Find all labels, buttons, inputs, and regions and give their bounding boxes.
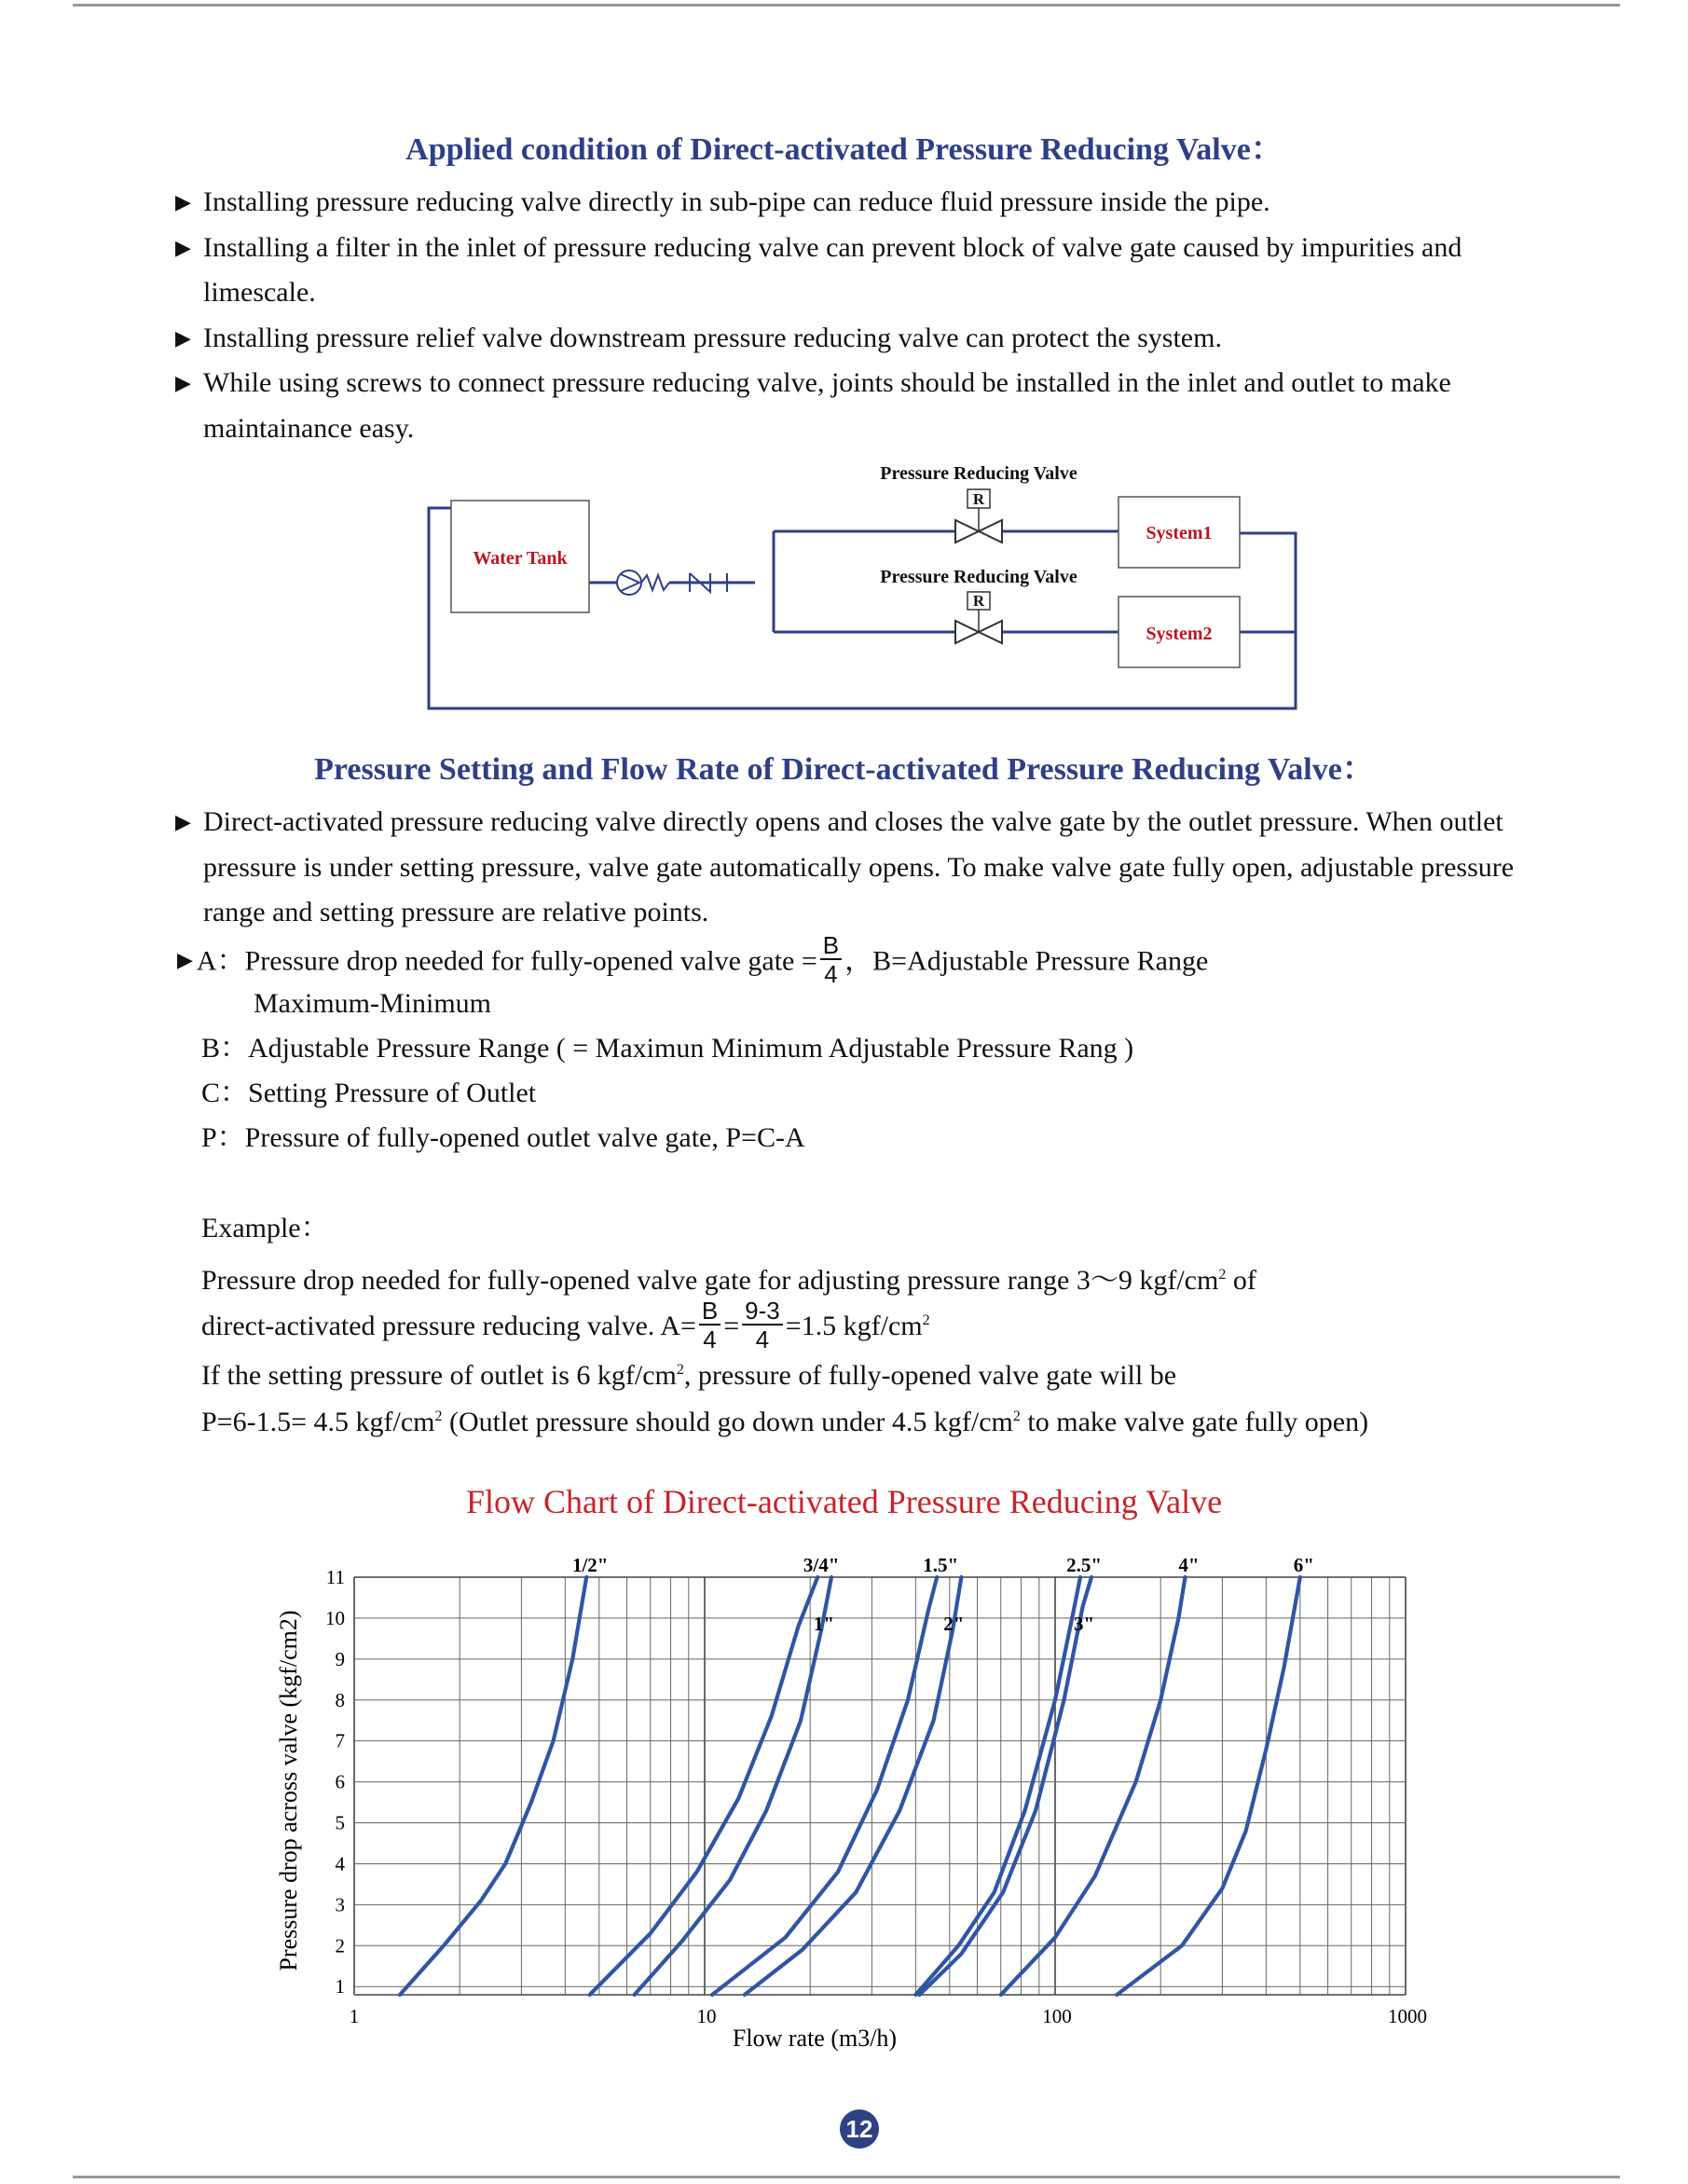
list-item: ▶ While using screws to connect pressure reducing valve, joints should be installed in the inlet and outlet to make maintainance easy.: [177, 361, 1538, 451]
section2-heading: Pressure Setting and Flow Rate of Direct-activated Pressure Reducing Valve：: [314, 752, 1374, 787]
example-line4: P=6-1.5= 4.5 kgf/$cm^2$ (Outlet pressure should go down under 4.5 kgf/$cm^2$ to make valve gate fully open): [201, 1407, 1369, 1437]
valve1-r: R: [972, 490, 985, 508]
example-line2: direct-activated pressure reducing valve. A= $\frac{B}{4}$ = $\frac{9-3}{4}$ =1.5 kgf/$cm^2$: [201, 1296, 930, 1353]
example-line1: Pressure drop needed for fully-opened valve gate for adjusting pressure range 3～9 kgf/$cm^2$ of: [201, 1265, 1256, 1296]
definition-a-suffix: ，B=Adjustable Pressure Range: [844, 945, 1209, 977]
fraction-b-over-4: $\frac{B}{4}$: [820, 933, 842, 986]
y-tick-label: 10: [325, 1606, 345, 1629]
valve2-label: Pressure Reducing Valve: [880, 567, 1077, 587]
series-label-4: 2": [943, 1613, 965, 1635]
series-line-7: [1001, 1577, 1186, 1995]
y-axis-label: Pressure drop across valve (kgf/cm2): [275, 1610, 302, 1971]
y-tick-label: 4: [335, 1852, 345, 1875]
y-tick-label: 3: [335, 1893, 345, 1916]
y-tick-label: 7: [335, 1729, 345, 1752]
definition-a-text: A：Pressure drop needed for fully-opened valve gate =: [196, 945, 817, 977]
section1-heading: Applied condition of Direct-activated Pressure Reducing Valve：: [405, 132, 1283, 167]
list-item: ▶ Direct-activated pressure reducing valve directly opens and closes the valve gate by the outlet pressure. When outlet pressure is under setting pressure, valve gate automatically opens. To make valve gate fully open, adjustable pressure range and setting pressure are relative points.: [177, 800, 1538, 936]
valve1-label: Pressure Reducing Valve: [880, 463, 1077, 484]
page-number: 12: [840, 2109, 879, 2149]
series-line-3: [712, 1577, 937, 1995]
definition-a: ▶ A：Pressure drop needed for fully-opened valve gate = $\frac{B}{4}$ ，B=Adjustable Pressure Range: [177, 931, 1209, 988]
series-line-1: [590, 1577, 818, 1995]
series-label-1: 3/4": [803, 1554, 840, 1576]
spring-icon: [641, 575, 669, 590]
pump-icon: [617, 570, 641, 595]
y-tick-label: 11: [325, 1566, 345, 1588]
definition-b: B：Adjustable Pressure Range ( = Maximun Minimum Adjustable Pressure Rang ): [201, 1033, 1134, 1064]
chart-title: Flow Chart of Direct-activated Pressure Reducing Valve: [465, 1483, 1223, 1520]
y-tick-label: 1: [335, 1975, 345, 1999]
x-tick-label: 10: [696, 2005, 717, 2027]
section2-bullets: [177, 800, 1538, 936]
piping-diagram: [410, 457, 1324, 732]
system1-label: System1: [1146, 523, 1213, 543]
definition-p: P：Pressure of fully-opened outlet valve gate, P=C-A: [201, 1122, 805, 1153]
example-label: Example：: [201, 1213, 329, 1243]
list-item: ▶ Installing pressure reducing valve directly in sub-pipe can reduce fluid pressure inside the pipe.: [177, 180, 1538, 226]
system2-label: System2: [1146, 624, 1213, 644]
y-tick-label: 6: [335, 1770, 345, 1793]
series-label-8: 6": [1293, 1554, 1314, 1576]
y-tick-label: 9: [335, 1647, 345, 1670]
series-line-0: [400, 1577, 586, 1995]
section1-bullets: [177, 180, 1538, 451]
flow-chart: [261, 1529, 1435, 2060]
series-label-3: 1.5": [923, 1554, 959, 1576]
bottom-rule: [73, 2176, 1620, 2178]
list-item: ▶ Installing a filter in the inlet of pressure reducing valve can prevent block of valve gate caused by impurities and limescale.: [177, 226, 1538, 316]
definition-c: C：Setting Pressure of Outlet: [201, 1078, 537, 1108]
y-tick-label: 5: [335, 1811, 345, 1834]
series-line-8: [1117, 1577, 1300, 1995]
series-label-5: 2.5": [1066, 1554, 1102, 1576]
water-tank-label: Water Tank: [473, 548, 568, 569]
y-tick-label: 8: [335, 1688, 345, 1711]
x-tick-label: 1000: [1388, 2005, 1427, 2027]
top-rule: [73, 4, 1620, 7]
example-line3: If the setting pressure of outlet is 6 kgf/$cm^2$, pressure of fully-opened valve gate will be: [201, 1360, 1177, 1391]
series-label-6: 3": [1073, 1613, 1095, 1635]
y-tick-label: 2: [335, 1934, 345, 1957]
list-item: ▶ Installing pressure relief valve downstream pressure reducing valve can protect the system.: [177, 316, 1538, 362]
x-tick-label: 1: [349, 2005, 360, 2027]
definition-a-line2: Maximum-Minimum: [254, 988, 491, 1019]
series-line-2: [635, 1577, 831, 1995]
x-axis-label: Flow rate (m3/h): [732, 2025, 898, 2052]
x-tick-label: 100: [1042, 2005, 1072, 2027]
series-label-2: 1": [813, 1613, 835, 1635]
valve2-r: R: [972, 592, 985, 610]
series-label-7: 4": [1178, 1554, 1200, 1576]
series-label-0: 1/2": [571, 1554, 609, 1576]
